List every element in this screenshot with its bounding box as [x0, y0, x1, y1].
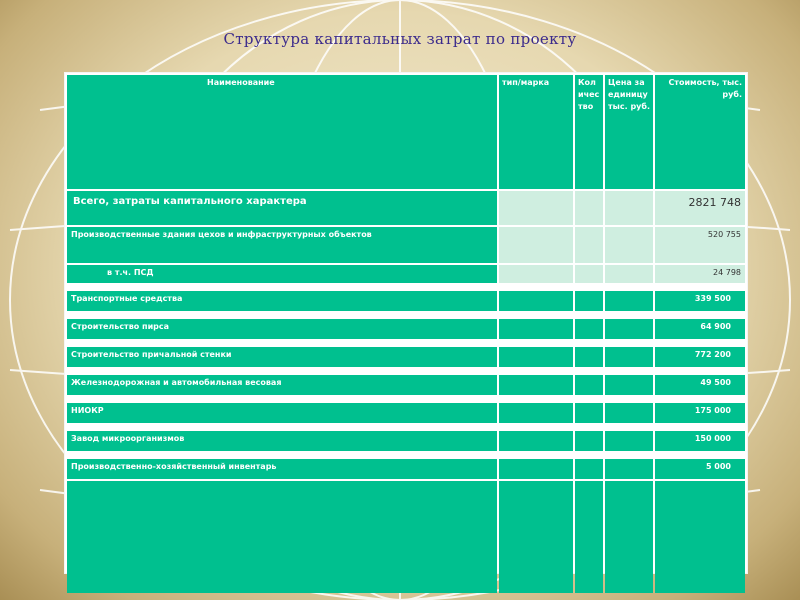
row-type — [499, 347, 573, 367]
row-price — [605, 347, 653, 367]
row-name: Транспортные средства — [67, 291, 497, 311]
slide-title: Структура капитальных затрат по проекту — [223, 30, 577, 48]
row-separator — [67, 425, 745, 429]
row-type — [499, 191, 573, 225]
row-cost: 150 000 — [655, 431, 745, 451]
row-price — [605, 319, 653, 339]
row-type — [499, 459, 573, 479]
row-qty — [575, 191, 603, 225]
row-name: Производственно-хозяйственный инвентарь — [67, 459, 497, 479]
empty-cell — [67, 481, 497, 593]
table-row — [67, 319, 745, 339]
empty-cell — [499, 481, 573, 593]
row-qty — [575, 347, 603, 367]
row-name: Завод микроорганизмов — [67, 431, 497, 451]
row-separator — [67, 397, 745, 401]
empty-cell — [655, 481, 745, 593]
row-name: Всего, затраты капитального характера — [67, 191, 497, 225]
row-price — [605, 191, 653, 225]
header-price: Цена за единицу тыс. руб. — [605, 75, 653, 189]
empty-cell — [575, 481, 603, 593]
row-type — [499, 375, 573, 395]
row-cost: 520 755 — [655, 227, 745, 263]
row-cost: 24 798 — [655, 265, 745, 283]
header-cost: Стоимость, тыс. руб. — [655, 75, 745, 189]
row-price — [605, 265, 653, 283]
table-empty-row — [67, 481, 745, 593]
row-price — [605, 291, 653, 311]
row-cost: 772 200 — [655, 347, 745, 367]
table-row — [67, 291, 745, 311]
empty-cell — [605, 481, 653, 593]
table-header-row — [67, 75, 745, 189]
table-row — [67, 227, 745, 263]
table-row — [67, 431, 745, 451]
table-row — [67, 459, 745, 479]
row-separator — [67, 453, 745, 457]
row-qty — [575, 291, 603, 311]
row-qty — [575, 403, 603, 423]
row-type — [499, 227, 573, 263]
capital-costs-table — [64, 72, 748, 574]
row-qty — [575, 431, 603, 451]
row-price — [605, 459, 653, 479]
table-row — [67, 403, 745, 423]
row-name: НИОКР — [67, 403, 497, 423]
table-row — [67, 265, 745, 283]
row-type — [499, 319, 573, 339]
row-qty — [575, 319, 603, 339]
row-qty — [575, 375, 603, 395]
row-separator — [67, 341, 745, 345]
row-cost: 175 000 — [655, 403, 745, 423]
row-cost: 339 500 — [655, 291, 745, 311]
header-qty: Количество — [575, 75, 603, 189]
table-row — [67, 375, 745, 395]
row-separator — [67, 369, 745, 373]
row-price — [605, 375, 653, 395]
row-name: Производственные здания цехов и инфраструктурных объектов — [67, 227, 497, 263]
header-type: тип/марка — [499, 75, 573, 189]
row-cost: 5 000 — [655, 459, 745, 479]
row-qty — [575, 265, 603, 283]
row-cost: 49 500 — [655, 375, 745, 395]
row-type — [499, 431, 573, 451]
row-price — [605, 227, 653, 263]
row-separator — [67, 285, 745, 289]
table-row — [67, 347, 745, 367]
row-name: Строительство причальной стенки — [67, 347, 497, 367]
row-price — [605, 431, 653, 451]
row-separator — [67, 313, 745, 317]
row-qty — [575, 459, 603, 479]
row-name: Железнодорожная и автомобильная весовая — [67, 375, 497, 395]
row-type — [499, 403, 573, 423]
row-cost: 2821 748 — [655, 191, 745, 225]
row-cost: 64 900 — [655, 319, 745, 339]
header-name: Наименование — [67, 75, 497, 189]
row-type — [499, 265, 573, 283]
row-price — [605, 403, 653, 423]
row-name: в т.ч. ПСД — [67, 265, 497, 283]
row-name: Строительство пирса — [67, 319, 497, 339]
row-type — [499, 291, 573, 311]
table-row — [67, 191, 745, 225]
row-qty — [575, 227, 603, 263]
